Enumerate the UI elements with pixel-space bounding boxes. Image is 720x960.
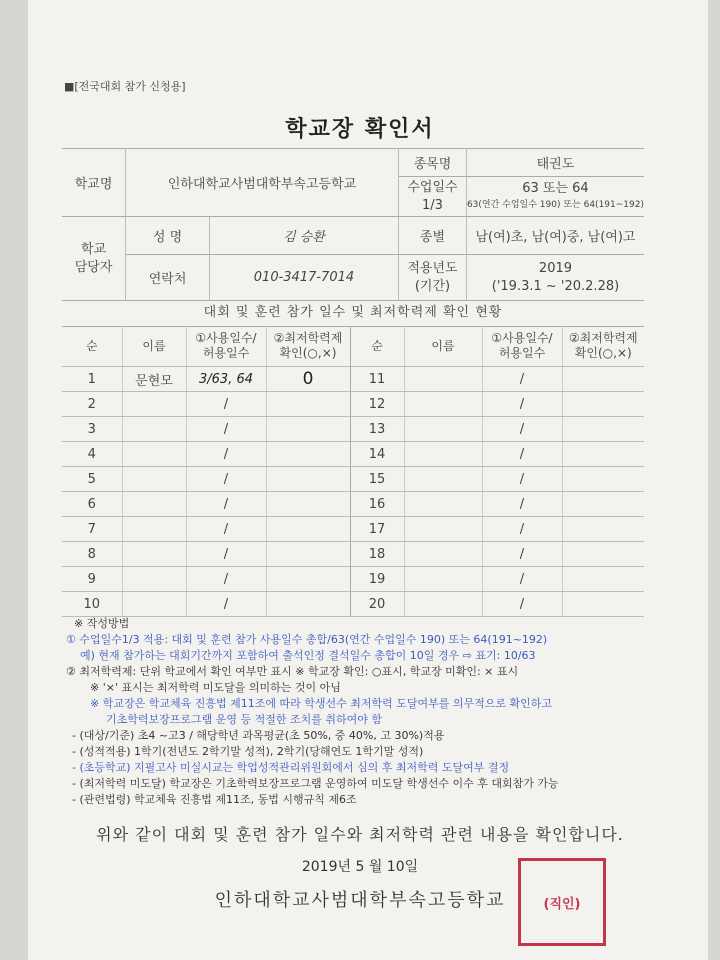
year-label-1: 적용년도 bbox=[407, 260, 458, 276]
table-cell-no-r: 11 bbox=[350, 367, 404, 392]
table-cell-name-r bbox=[404, 392, 482, 417]
col-no-right: 순 bbox=[350, 326, 404, 367]
school-value: 인하대학교사범대학부속고등학교 bbox=[126, 149, 399, 217]
days-value-2: 63(연간 수업일수 190) 또는 64(191~192) bbox=[466, 199, 644, 210]
col-min-2: 확인(○,×) bbox=[279, 346, 337, 360]
days-label-1: 수업일수 bbox=[407, 179, 458, 195]
table-cell-min-r bbox=[562, 492, 644, 517]
table-cell-min-r bbox=[562, 367, 644, 392]
table-cell-name-l bbox=[122, 542, 186, 567]
table-cell-days-l: / bbox=[186, 567, 266, 592]
table-cell-name-l bbox=[122, 492, 186, 517]
table-cell-days-r: / bbox=[482, 517, 562, 542]
col-days-right-1: ①사용일수/ bbox=[491, 331, 553, 345]
table-row bbox=[62, 367, 644, 392]
teacher-label-1: 학교 bbox=[80, 241, 107, 257]
table-cell-name-l bbox=[122, 467, 186, 492]
confirm-text: 위와 같이 대회 및 훈련 참가 일수와 최저학력 관련 내용을 확인합니다. bbox=[96, 825, 624, 844]
note-5: - (대상/기준) 초4 ~고3 / 해당학년 과목평균(초 50%, 중 40%, 고 30%)적용 bbox=[72, 729, 445, 742]
seal-text: (직인) bbox=[543, 896, 581, 912]
table-row bbox=[62, 442, 644, 467]
table-cell-min-l bbox=[266, 442, 350, 467]
table-cell-min-r bbox=[562, 542, 644, 567]
official-seal bbox=[518, 858, 606, 946]
table-cell-days-l: / bbox=[186, 417, 266, 442]
table-cell-no-l: 8 bbox=[62, 542, 122, 567]
event-value: 태권도 bbox=[466, 149, 644, 177]
table-cell-days-l: / bbox=[186, 392, 266, 417]
school-label: 학교명 bbox=[62, 149, 126, 217]
table-cell-days-r: / bbox=[482, 417, 562, 442]
table-cell-min-l bbox=[266, 542, 350, 567]
table-cell-min-l bbox=[266, 467, 350, 492]
school-signature: 인하대학교사범대학부속고등학교 bbox=[214, 890, 506, 911]
note-3: ※ '×' 표시는 최저학력 미도달을 의미하는 것이 아님 bbox=[90, 681, 341, 694]
table-cell-no-r: 19 bbox=[350, 567, 404, 592]
instructions bbox=[66, 616, 666, 808]
table-row bbox=[62, 567, 644, 592]
name-label: 성 명 bbox=[126, 217, 210, 255]
table-cell-no-l: 2 bbox=[62, 392, 122, 417]
note-9: - (관련법령) 학교체육 진흥법 제11조, 동법 시행규칙 제6조 bbox=[72, 793, 357, 806]
table-cell-no-l: 4 bbox=[62, 442, 122, 467]
teacher-label-2: 담당자 bbox=[74, 259, 113, 275]
table-cell-min-r bbox=[562, 567, 644, 592]
table-cell-no-r: 13 bbox=[350, 417, 404, 442]
table-cell-no-l: 10 bbox=[62, 592, 122, 617]
table-cell-name-r bbox=[404, 542, 482, 567]
table-cell-days-r: / bbox=[482, 367, 562, 392]
table-row bbox=[62, 467, 644, 492]
table-cell-min-r bbox=[562, 467, 644, 492]
col-min-right-1: ②최저학력제 bbox=[568, 331, 638, 345]
table-row bbox=[62, 517, 644, 542]
table-cell-days-r: / bbox=[482, 542, 562, 567]
contact-label: 연락처 bbox=[126, 255, 210, 301]
info-table bbox=[62, 148, 644, 301]
table-cell-days-r: / bbox=[482, 467, 562, 492]
contact-value: 010-3417-7014 bbox=[210, 255, 399, 301]
table-cell-name-l bbox=[122, 592, 186, 617]
table-cell-days-r: / bbox=[482, 567, 562, 592]
table-cell-no-r: 14 bbox=[350, 442, 404, 467]
table-cell-no-l: 7 bbox=[62, 517, 122, 542]
table-cell-min-r bbox=[562, 417, 644, 442]
note-4a: ※ 학교장은 학교체육 진흥법 제11조에 따라 학생선수 최저학력 도달여부를 의무적으로 확인하고 bbox=[90, 697, 552, 710]
category-label: 종별 bbox=[398, 217, 466, 255]
table-cell-min-l bbox=[266, 417, 350, 442]
table-cell-name-l bbox=[122, 392, 186, 417]
table-cell-name-r bbox=[404, 567, 482, 592]
table-cell-name-l: 문현모 bbox=[122, 367, 186, 392]
table-cell-days-r: / bbox=[482, 492, 562, 517]
table-cell-name-r bbox=[404, 492, 482, 517]
page-title: 학교장 확인서 bbox=[285, 117, 435, 142]
table-row bbox=[62, 392, 644, 417]
category-value: 남(여)초, 남(여)중, 남(여)고 bbox=[466, 217, 644, 255]
table-cell-name-r bbox=[404, 367, 482, 392]
col-days-1: ①사용일수/ bbox=[195, 331, 257, 345]
table-cell-days-l: 3/63, 64 bbox=[186, 367, 266, 392]
note-1b: 예) 현재 참가하는 대회기간까지 포함하여 출석인정 결석일수 총합이 10일 경우 ⇨ 표기: 10/63 bbox=[80, 649, 536, 662]
participation-table bbox=[62, 326, 644, 617]
col-min-1: ②최저학력제 bbox=[273, 331, 343, 345]
table-cell-days-r: / bbox=[482, 592, 562, 617]
table-cell-no-l: 3 bbox=[62, 417, 122, 442]
note-8: - (최저학력 미도달) 학교장은 기초학력보장프로그램 운영하여 미도달 학생선수 이수 후 대회참가 가능 bbox=[72, 777, 559, 790]
note-1a: ① 수업일수1/3 적용: 대회 및 훈련 참가 사용일수 총합/63(연간 수업일수 190) 또는 64(191~192) bbox=[66, 633, 548, 646]
col-min-right-2: 확인(○,×) bbox=[574, 346, 632, 360]
table-cell-no-r: 18 bbox=[350, 542, 404, 567]
table-cell-no-l: 9 bbox=[62, 567, 122, 592]
note-4b: 기초학력보장프로그램 운영 등 적절한 조치를 취하여야 함 bbox=[106, 713, 383, 726]
form-tag: ■[전국대회 참가 신청용] bbox=[64, 80, 186, 93]
section-title: 대회 및 훈련 참가 일수 및 최저학력제 확인 현황 bbox=[62, 300, 644, 327]
year-value-2: ('19.3.1 ~ '20.2.28) bbox=[491, 278, 620, 294]
table-cell-no-l: 1 bbox=[62, 367, 122, 392]
table-cell-min-l: 0 bbox=[266, 367, 350, 392]
table-cell-days-l: / bbox=[186, 492, 266, 517]
table-cell-name-r bbox=[404, 442, 482, 467]
year-value-1: 2019 bbox=[538, 260, 573, 276]
table-cell-no-l: 5 bbox=[62, 467, 122, 492]
note-6: - (성적적용) 1학기(전년도 2학기말 성적), 2학기(당해연도 1학기말 성적) bbox=[72, 745, 424, 758]
table-cell-days-l: / bbox=[186, 442, 266, 467]
table-row bbox=[62, 417, 644, 442]
table-cell-min-r bbox=[562, 517, 644, 542]
table-cell-no-r: 16 bbox=[350, 492, 404, 517]
col-no: 순 bbox=[62, 326, 122, 367]
table-cell-no-r: 17 bbox=[350, 517, 404, 542]
table-header-row bbox=[62, 326, 644, 367]
table-cell-min-l bbox=[266, 517, 350, 542]
table-cell-no-r: 12 bbox=[350, 392, 404, 417]
note-2: ② 최저학력제: 단위 학교에서 확인 여부만 표시 ※ 학교장 확인: ○표시, 학교장 미확인: × 표시 bbox=[66, 665, 519, 678]
table-row bbox=[62, 492, 644, 517]
table-cell-min-r bbox=[562, 392, 644, 417]
table-row bbox=[62, 542, 644, 567]
table-cell-name-r bbox=[404, 592, 482, 617]
year-label-2: (기간) bbox=[414, 278, 451, 294]
table-cell-days-l: / bbox=[186, 542, 266, 567]
table-cell-name-l bbox=[122, 417, 186, 442]
table-cell-min-r bbox=[562, 442, 644, 467]
table-cell-min-l bbox=[266, 592, 350, 617]
event-label: 종목명 bbox=[398, 149, 466, 177]
table-cell-name-l bbox=[122, 567, 186, 592]
table-cell-no-l: 6 bbox=[62, 492, 122, 517]
table-cell-days-l: / bbox=[186, 592, 266, 617]
name-value: 김 승환 bbox=[210, 217, 399, 255]
table-cell-name-r bbox=[404, 417, 482, 442]
table-cell-min-l bbox=[266, 567, 350, 592]
table-cell-name-r bbox=[404, 467, 482, 492]
table-cell-days-r: / bbox=[482, 392, 562, 417]
table-cell-name-l bbox=[122, 442, 186, 467]
col-days-right-2: 허용일수 bbox=[498, 346, 546, 360]
col-name-right: 이름 bbox=[404, 326, 482, 367]
table-row bbox=[62, 592, 644, 617]
table-cell-days-r: / bbox=[482, 442, 562, 467]
table-cell-min-l bbox=[266, 492, 350, 517]
note-7: - (초등학교) 지필고사 미실시교는 학업성적관리위원회에서 심의 후 최저학력 도달여부 결정 bbox=[72, 761, 510, 774]
table-cell-no-r: 15 bbox=[350, 467, 404, 492]
days-label-2: 1/3 bbox=[421, 197, 443, 213]
table-cell-min-r bbox=[562, 592, 644, 617]
table-cell-name-r bbox=[404, 517, 482, 542]
table-cell-days-l: / bbox=[186, 517, 266, 542]
notes-heading: ※ 작성방법 bbox=[74, 617, 130, 630]
table-cell-name-l bbox=[122, 517, 186, 542]
days-value-1: 63 또는 64 bbox=[522, 180, 589, 196]
table-cell-no-r: 20 bbox=[350, 592, 404, 617]
sign-date: 2019년 5 월 10일 bbox=[301, 859, 419, 875]
table-cell-days-l: / bbox=[186, 467, 266, 492]
col-days-2: 허용일수 bbox=[202, 346, 250, 360]
col-name: 이름 bbox=[122, 326, 186, 367]
table-cell-min-l bbox=[266, 392, 350, 417]
